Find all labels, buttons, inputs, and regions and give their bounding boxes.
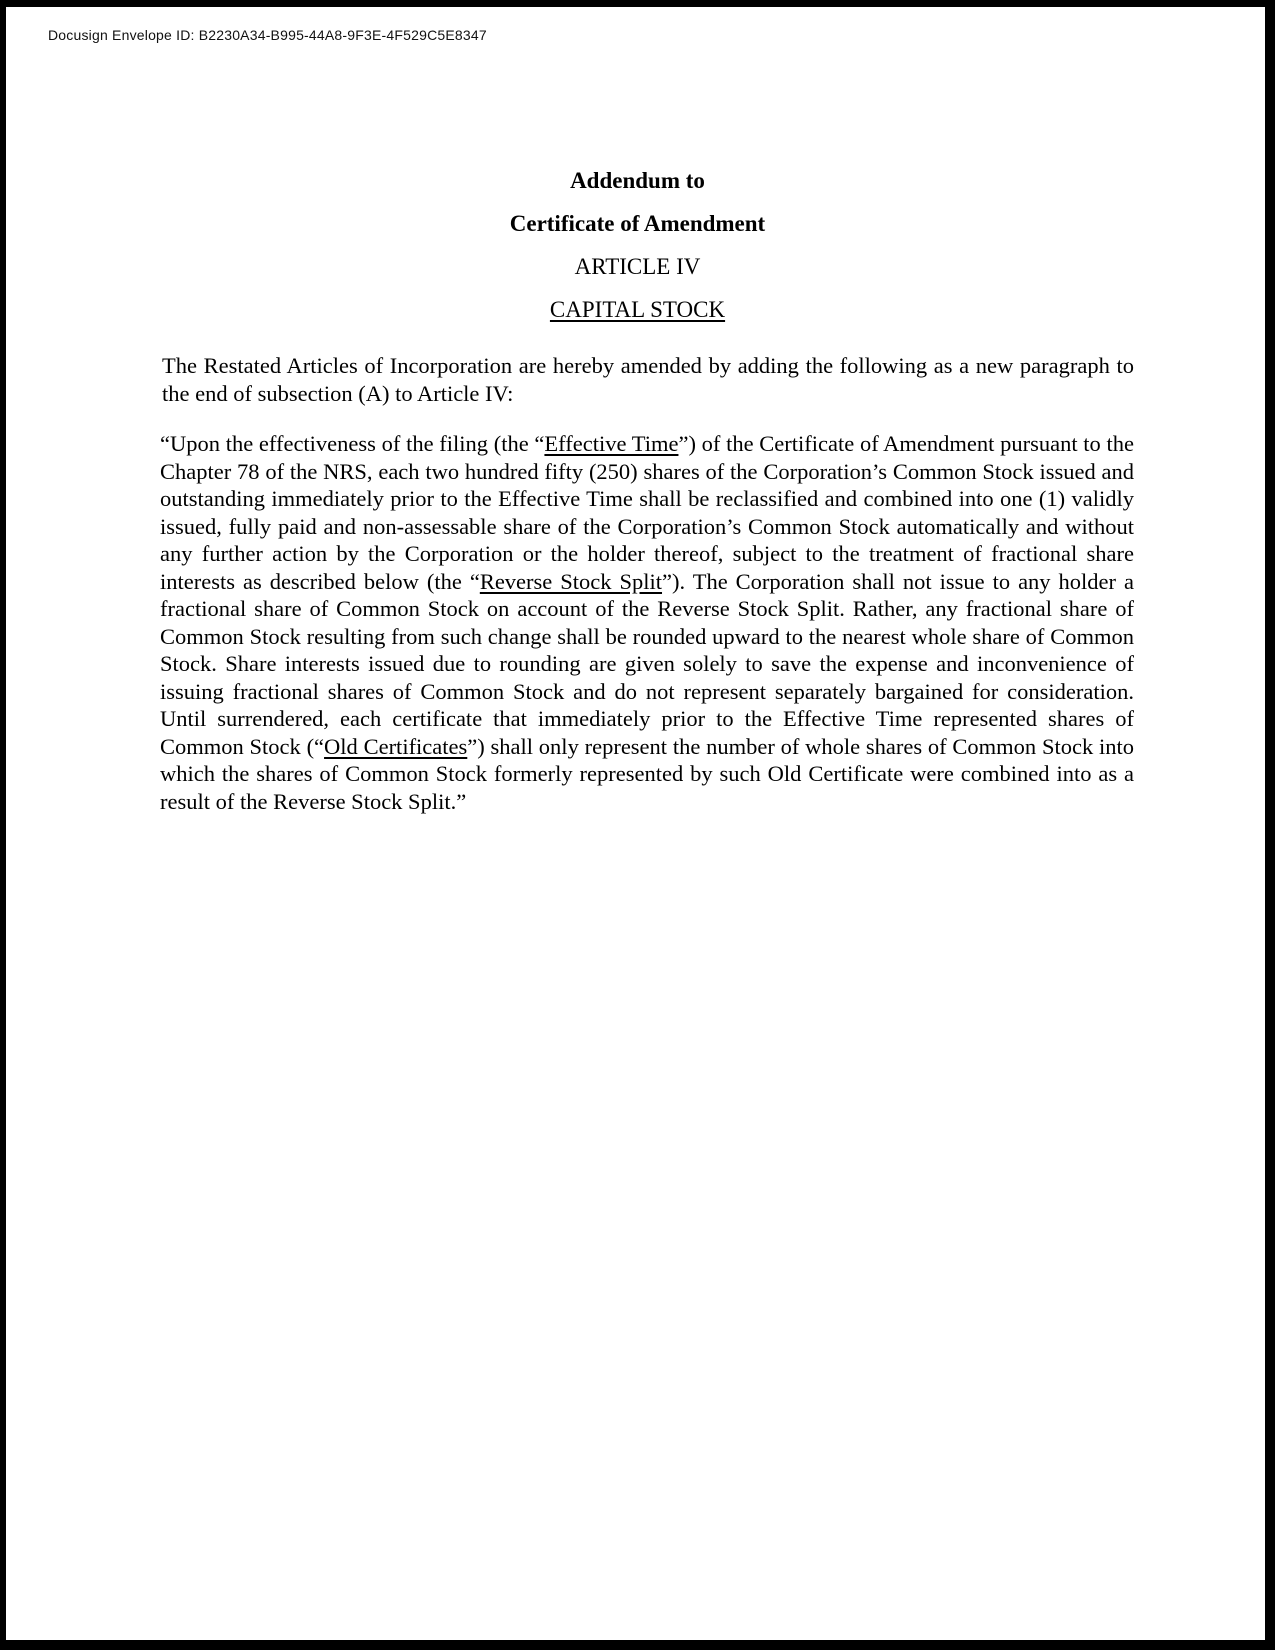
article-heading: ARTICLE IV bbox=[574, 254, 701, 279]
intro-paragraph: The Restated Articles of Incorporation are hereby amended by adding the following as a new paragraph to the end of subsection (A) to Article IV: bbox=[162, 353, 1134, 406]
section-heading bbox=[0, 297, 1275, 323]
title-addendum: Addendum to bbox=[570, 168, 705, 193]
amendment-text-1: “Upon the effectiveness of the filing (the “ bbox=[160, 431, 545, 456]
amendment-text-2: ”) of the Certificate of Amendment pursuant to the Chapter 78 of the NRS, each two hundred fifty (250) shares of the Corporation’s Common Stock issued and outstanding immediately prior to the Effective Time shall be reclassified and combined into one (1) validly issued, fully paid and non-assessable share of the Corporation’s Common Stock automatically and without any further action by the Corporation or the holder thereof, subject to the treatment of fractional share interests as described below (the “ bbox=[160, 431, 1134, 594]
defined-term-reverse-stock-split: Reverse Stock Split bbox=[479, 568, 663, 594]
section-heading-text: CAPITAL STOCK bbox=[549, 297, 726, 322]
defined-term-effective-time: Effective Time bbox=[544, 431, 679, 456]
amendment-paragraph bbox=[160, 430, 1134, 815]
amendment-text-4: ”) shall only represent the number of whole shares of Common Stock into which the shares of Common Stock formerly represented by such Old Certificate were combined into as a result of the Reverse Stock Split.” bbox=[160, 733, 1134, 814]
defined-term-old-certificates: Old Certificates bbox=[324, 733, 468, 759]
amendment-text-3: ”). The Corporation shall not issue to any holder a fractional share of Common Stock on account of the Reverse Stock Split. Rather, any fractional share of Common Stock resulting from such change shall be rounded upward to the nearest whole share of Common Stock. Share interests issued due to rounding are given solely to save the expense and inconvenience of issuing fractional shares of Common Stock and do not represent separately bargained for consideration. Until surrendered, each certificate that immediately prior to the Effective Time represented shares of Common Stock (“ bbox=[160, 568, 1134, 759]
envelope-id: Docusign Envelope ID: B2230A34-B995-44A8-9F3E-4F529C5E8347 bbox=[48, 27, 487, 43]
title-certificate: Certificate of Amendment bbox=[509, 211, 766, 236]
